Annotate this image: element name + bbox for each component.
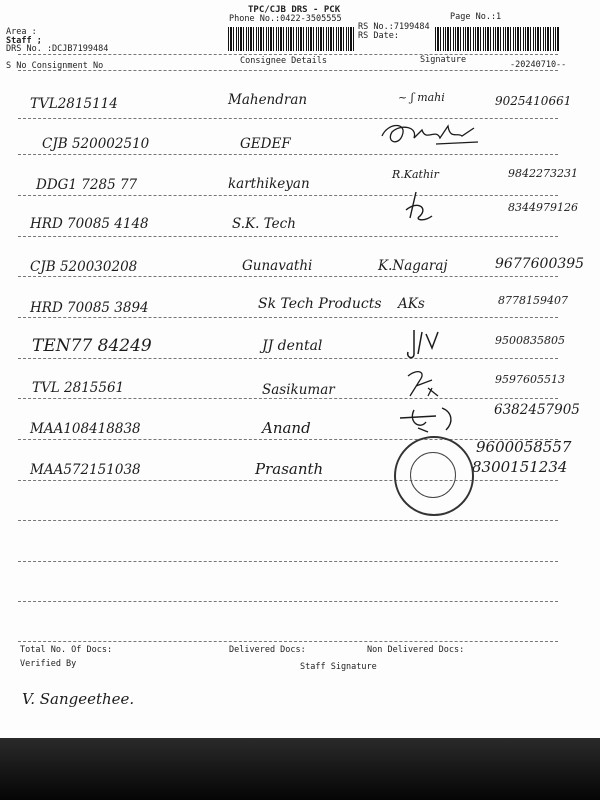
row-line bbox=[18, 358, 558, 359]
consignment-number: CJB 520030208 bbox=[30, 259, 138, 275]
phone-number-handwritten: 9597605513 bbox=[495, 373, 565, 386]
phone-number: Phone No.:0422-3505555 bbox=[229, 14, 342, 24]
staff-signature-label: Staff Signature bbox=[300, 662, 377, 672]
signature-text: ~ ʃ mahi bbox=[398, 91, 445, 104]
row-line bbox=[18, 154, 558, 155]
consignee-name: Anand bbox=[262, 419, 311, 437]
barcode-right bbox=[435, 27, 559, 51]
total-docs-label: Total No. Of Docs: bbox=[20, 645, 113, 655]
signature-scribble bbox=[396, 400, 466, 436]
phone-number-handwritten: 8344979126 bbox=[508, 201, 578, 214]
barcode-left bbox=[228, 27, 354, 51]
row-line bbox=[18, 195, 558, 196]
header-divider-bottom bbox=[18, 70, 558, 71]
signature-scribble bbox=[398, 190, 438, 224]
consignment-number: MAA572151038 bbox=[30, 462, 141, 478]
stamp-inner-ring bbox=[410, 452, 456, 498]
drs-number: DRS No. :DCJB7199484 bbox=[6, 44, 109, 54]
row-line bbox=[18, 561, 558, 562]
consignment-number: MAA108418838 bbox=[30, 421, 141, 437]
company-stamp bbox=[394, 436, 474, 516]
consignee-name: JJ dental bbox=[262, 338, 323, 354]
signature-scribble bbox=[404, 326, 444, 362]
extra-phone-number: 8300151234 bbox=[472, 458, 568, 476]
signature-text: AKs bbox=[398, 296, 425, 312]
rs-date: RS Date: bbox=[358, 31, 399, 41]
row-line bbox=[18, 236, 558, 237]
consignee-name: Mahendran bbox=[228, 92, 308, 108]
staff-label: Staff ; bbox=[6, 36, 42, 46]
consignee-name: GEDEF bbox=[240, 136, 291, 152]
consignee-name: Sk Tech Products bbox=[258, 296, 382, 312]
consignment-number: TVL 2815561 bbox=[32, 380, 125, 396]
row-line bbox=[18, 398, 558, 399]
consignee-name: Sasikumar bbox=[262, 382, 335, 398]
signature-scribble bbox=[378, 118, 488, 152]
verifier-signature: V. Sangeethee. bbox=[22, 690, 135, 708]
column-sno-consignment: S No Consignment No bbox=[6, 61, 104, 71]
consignment-number: CJB 520002510 bbox=[42, 136, 150, 152]
column-consignee: Consignee Details bbox=[240, 56, 327, 66]
signature-text: K.Nagaraj bbox=[378, 258, 448, 274]
consignee-name: S.K. Tech bbox=[232, 216, 296, 232]
phone-number-handwritten: 9677600395 bbox=[495, 256, 585, 272]
phone-number-handwritten: 9500835805 bbox=[495, 334, 565, 347]
consignee-name: Prasanth bbox=[255, 460, 324, 478]
consignment-number: DDG1 7285 77 bbox=[36, 177, 138, 193]
signature-text: R.Kathir bbox=[392, 168, 439, 181]
consignment-number: TEN77 84249 bbox=[32, 336, 152, 356]
document-title: TPC/CJB DRS - PCK bbox=[248, 5, 341, 15]
scan-dark-edge bbox=[0, 738, 600, 800]
area-label: Area : bbox=[6, 27, 37, 37]
phone-number-handwritten: 9025410661 bbox=[495, 94, 572, 108]
consignee-name: karthikeyan bbox=[228, 176, 310, 192]
non-delivered-docs-label: Non Delivered Docs: bbox=[367, 645, 465, 655]
signature-scribble bbox=[402, 366, 442, 400]
row-line bbox=[18, 520, 558, 521]
consignment-number: HRD 70085 4148 bbox=[30, 216, 149, 232]
column-date-marker: -20240710-- bbox=[510, 60, 567, 70]
consignee-name: Gunavathi bbox=[242, 258, 313, 274]
consignment-number: HRD 70085 3894 bbox=[30, 300, 149, 316]
column-signature: Signature bbox=[420, 55, 467, 65]
consignment-number: TVL2815114 bbox=[30, 96, 118, 112]
header-divider-top bbox=[18, 54, 558, 55]
delivered-docs-label: Delivered Docs: bbox=[229, 645, 306, 655]
phone-number-handwritten: 8778159407 bbox=[498, 294, 568, 307]
row-line bbox=[18, 601, 558, 602]
phone-number-handwritten: 6382457905 bbox=[494, 402, 580, 418]
phone-number-handwritten: 9842273231 bbox=[508, 167, 578, 180]
row-line bbox=[18, 480, 558, 481]
row-line bbox=[18, 641, 558, 642]
page-number: Page No.:1 bbox=[450, 12, 502, 22]
verified-by-label: Verified By bbox=[20, 659, 77, 669]
phone-number-handwritten: 9600058557 bbox=[476, 438, 572, 456]
rs-number: RS No.:7199484 bbox=[358, 22, 430, 32]
row-line bbox=[18, 317, 558, 318]
row-line bbox=[18, 276, 558, 277]
